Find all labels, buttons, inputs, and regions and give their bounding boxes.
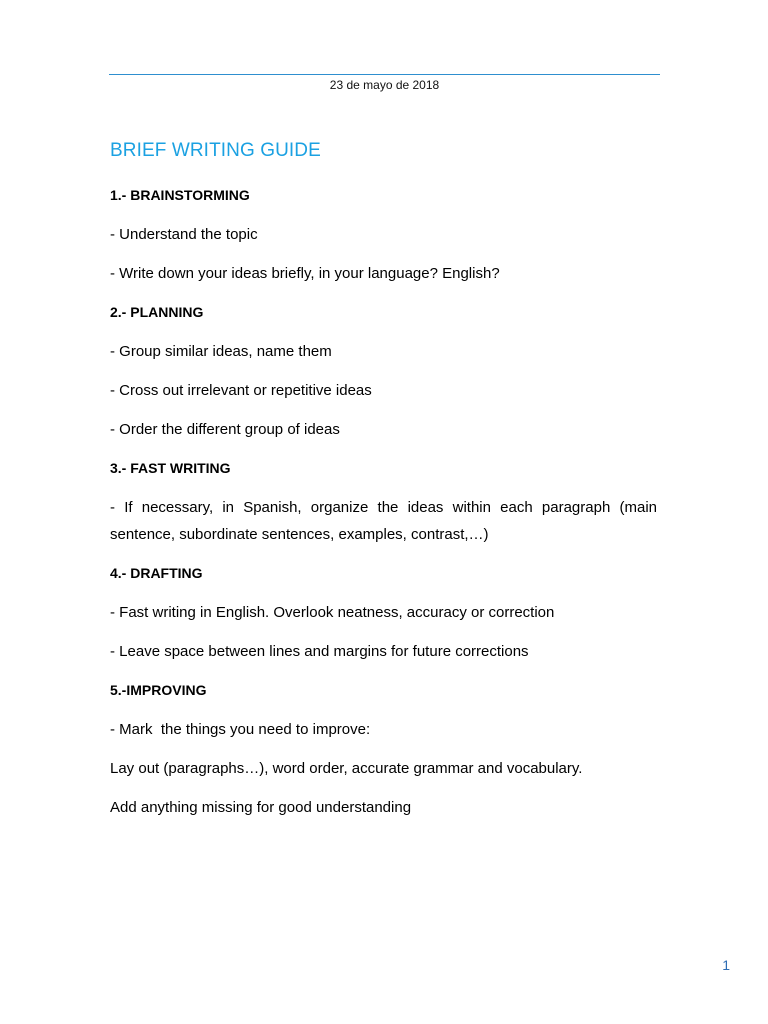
paragraph-line: Add anything missing for good understanding bbox=[110, 799, 412, 816]
section-heading-planning: 2.- PLANNING bbox=[110, 304, 204, 320]
list-item: - Understand the topic bbox=[110, 226, 258, 243]
section-heading-improving: 5.-IMPROVING bbox=[110, 682, 207, 698]
paragraph: - If necessary, in Spanish, organize the ideas within each paragraph (main sentence, subordinate sentences, examples, contrast,…) bbox=[110, 499, 657, 543]
list-item: - Fast writing in English. Overlook neatness, accuracy or correction bbox=[110, 604, 555, 621]
header-date: 23 de mayo de 2018 bbox=[329, 78, 440, 92]
document-title: BRIEF WRITING GUIDE bbox=[110, 140, 321, 161]
list-item: - Leave space between lines and margins for future corrections bbox=[110, 643, 529, 660]
list-item: - Mark the things you need to improve: bbox=[110, 721, 371, 738]
list-item: - Cross out irrelevant or repetitive ideas bbox=[110, 382, 372, 399]
header-rule bbox=[109, 74, 660, 75]
page-number: 1 bbox=[722, 957, 730, 973]
list-item: - Group similar ideas, name them bbox=[110, 343, 332, 360]
section-heading-drafting: 4.- DRAFTING bbox=[110, 565, 203, 581]
list-item: - Order the different group of ideas bbox=[110, 421, 340, 438]
paragraph-line: Lay out (paragraphs…), word order, accurate grammar and vocabulary. bbox=[110, 760, 583, 777]
section-heading-brainstorming: 1.- BRAINSTORMING bbox=[110, 187, 250, 203]
list-item: - Write down your ideas briefly, in your language? English? bbox=[110, 265, 500, 282]
section-heading-fast-writing: 3.- FAST WRITING bbox=[110, 460, 231, 476]
